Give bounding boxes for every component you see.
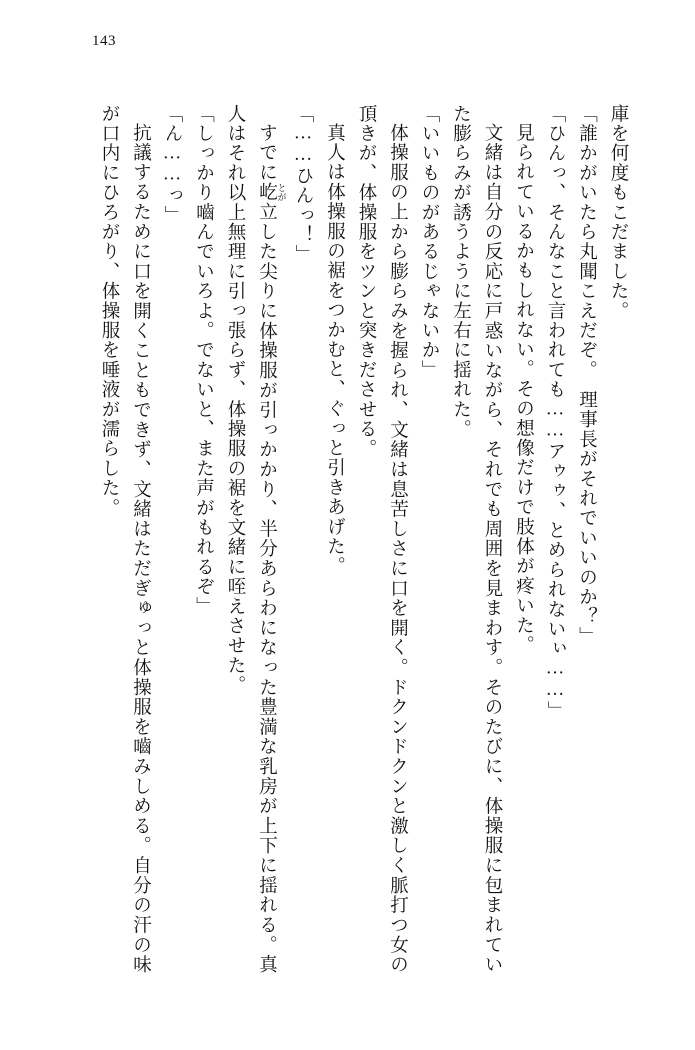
paragraph: 体操服の上から膨らみを握られ、文緒は息苦しさに口を開く。ドクンドクンと激しく脈打つ女の頂きが、体操服をツンと突きださせる。 <box>356 104 408 974</box>
paragraph: 庫を何度もこだました。 <box>608 104 628 321</box>
paragraph-with-ruby <box>219 104 287 974</box>
page-number: 143 <box>92 33 116 49</box>
paragraph: 文緒は自分の反応に戸惑いながら、それでも周囲を見まわす。そのたびに、体操服に包まれていた膨らみが誘うように左右に揺れた。 <box>450 104 502 974</box>
paragraph: 「しっかり嚙んでいろよ。でないと、また声がもれるぞ」 <box>193 104 214 617</box>
paragraph: 「誰かがいたら丸聞こえだぞ。 理事長がそれでいいのか？」 <box>576 104 597 647</box>
paragraph: 「ん……っ」 <box>162 104 182 226</box>
page-text-body <box>73 104 633 974</box>
paragraph: 「いいものがあるじゃないか」 <box>419 104 439 380</box>
paragraph-text: すでに屹 とが立した尖りに体操服が引っかかり、半分あらわになった豊満な乳房が上下に揺れる。真人はそれ以上無理に引っ張らず、体操服の裾を文緒に咥えさせた。 <box>225 104 287 974</box>
paragraph: 抗議するために口を開くこともできず、文緒はただぎゅっと体操服を嚙みしめる。自分の汗の味が口内にひろがり、体操服を唾液が濡らした。 <box>99 104 151 974</box>
paragraph: 真人は体操服の裾をつかむと、ぐっと引きあげた。 <box>324 122 345 576</box>
paragraph: 「ひんっ、そんなこと言われても……アゥゥ、とめられないぃ……」 <box>545 104 565 721</box>
paragraph: 「……ひんっ！」 <box>293 104 313 265</box>
paragraph: 見られているかもしれない。その想像だけで肢体が疼いた。 <box>513 122 534 655</box>
ruby-annotation: 屹 とが <box>256 181 287 202</box>
